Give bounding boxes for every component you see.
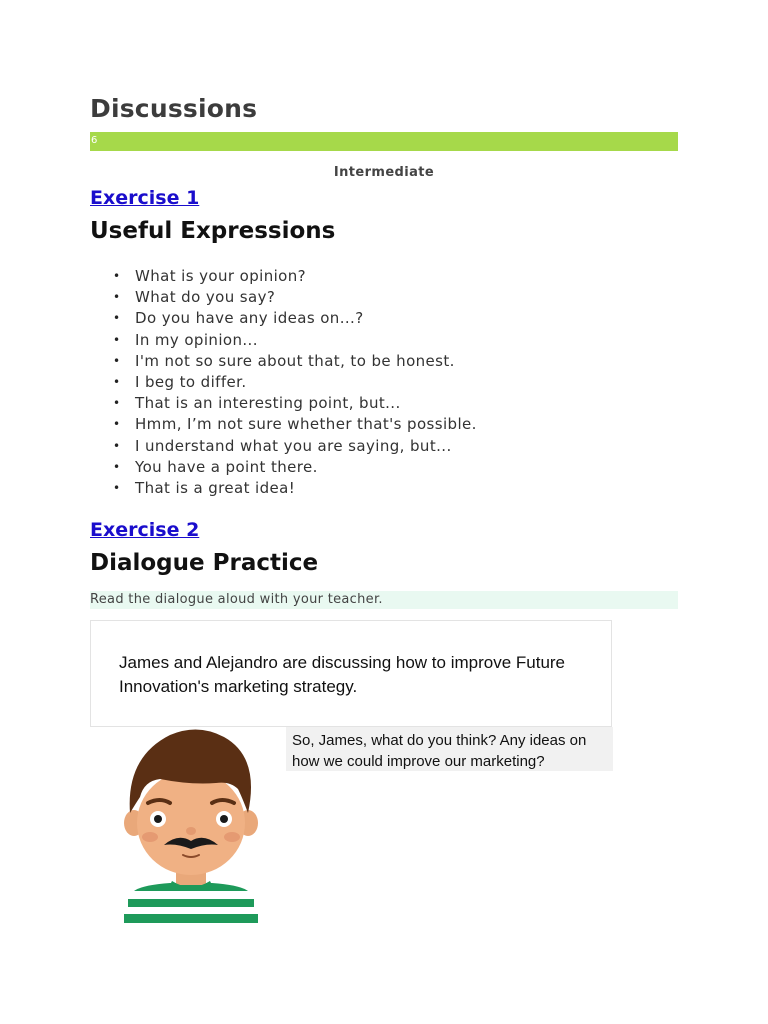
bullet-icon: • (113, 481, 121, 496)
exercise-2-link[interactable]: Exercise 2 (90, 519, 200, 541)
expression-item (113, 457, 477, 478)
expression-text: What do you say? (135, 288, 276, 307)
expression-text: What is your opinion? (135, 267, 307, 285)
bullet-icon: • (113, 332, 121, 347)
expression-item (113, 287, 477, 308)
expression-text: In my opinion... (135, 330, 258, 349)
bullet-icon: • (113, 311, 121, 326)
expression-text: I'm not so sure about that, to be honest. (135, 351, 455, 370)
expression-item (113, 393, 477, 414)
useful-expressions-heading: Useful Expressions (90, 218, 336, 244)
expression-item (113, 266, 477, 287)
exercise-1-link[interactable]: Exercise 1 (90, 187, 200, 209)
bullet-icon: • (113, 396, 121, 411)
expressions-list (90, 266, 477, 499)
expression-item (113, 372, 477, 393)
bullet-icon: • (113, 269, 121, 283)
dialogue-practice-heading: Dialogue Practice (90, 550, 319, 576)
expression-item (113, 330, 477, 351)
progress-label: 6 (91, 135, 98, 146)
expression-item (113, 478, 477, 499)
page-title: Discussions (90, 94, 258, 123)
bullet-icon: • (113, 417, 121, 432)
bullet-icon: • (113, 438, 121, 453)
expression-text: I understand what you are saying, but... (135, 436, 452, 455)
scenario-box (90, 620, 612, 727)
progress-bar (90, 132, 678, 151)
expression-text: I beg to differ. (135, 373, 247, 392)
bullet-icon: • (113, 353, 121, 368)
instruction-banner: Read the dialogue aloud with your teacher. (90, 591, 678, 609)
expression-text: That is a great idea! (135, 479, 296, 498)
bullet-icon: • (113, 459, 121, 474)
expression-text: Do you have any ideas on...? (135, 309, 364, 328)
scenario-text: James and Alejandro are discussing how to improve Future Innovation's marketing strategy. (119, 653, 566, 696)
expression-item (113, 414, 477, 435)
bullet-icon: • (113, 375, 121, 390)
bullet-icon: • (113, 290, 121, 305)
expression-text: That is an interesting point, but... (135, 394, 401, 413)
dialogue-line-alejandro: So, James, what do you think? Any ideas on how we could improve our marketing? (286, 727, 613, 771)
expression-item (113, 351, 477, 372)
cartoon-man-icon (120, 727, 262, 925)
alejandro-avatar-icon (120, 727, 262, 925)
expression-item (113, 436, 477, 457)
expression-text: You have a point there. (135, 457, 318, 476)
expression-text: Hmm, I’m not sure whether that's possible. (135, 415, 477, 434)
level-label: Intermediate (333, 165, 435, 180)
expression-item (113, 308, 477, 329)
